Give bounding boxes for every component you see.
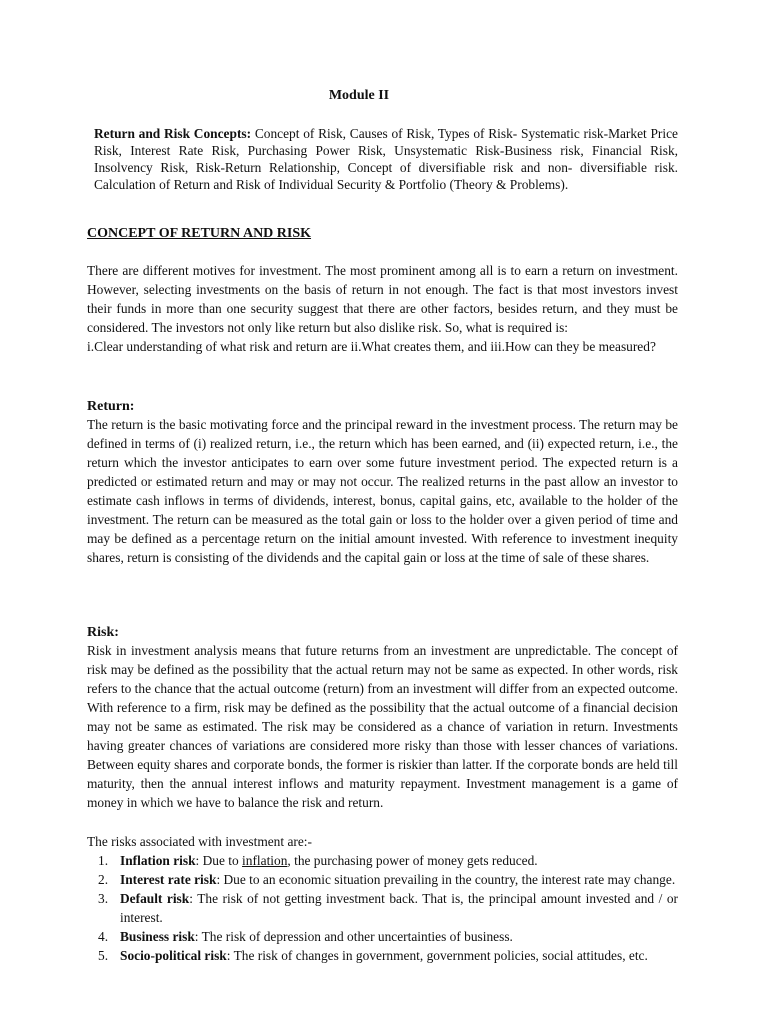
list-number: 3. xyxy=(98,891,109,906)
syllabus-paragraph xyxy=(94,125,678,193)
risk-desc: : The risk of changes in government, government policies, social attitudes, etc. xyxy=(226,948,648,963)
list-item xyxy=(98,927,678,946)
intro-questions: i.Clear understanding of what risk and return are ii.What creates them, and iii.How can they be measured? xyxy=(87,339,656,354)
risk-heading: Risk: xyxy=(87,625,119,640)
syllabus-text: Concept of Risk, Causes of Risk, Types of Risk- Systematic risk-Market Price Risk, Interest Rate Risk, Purchasing Power Risk, Unsystematic Risk-Business risk, Financial Risk, Insolvency Risk, Risk-Return Relationship, Concept of diversifiable risk and non- diversifiable risk. Calculation of Return and Risk of Individual Security & Portfolio (Theory & Problems). xyxy=(94,126,679,192)
risk-list-lead: The risks associated with investment are:- xyxy=(87,834,312,849)
list-number: 5. xyxy=(98,948,109,963)
risk-list xyxy=(98,851,678,965)
risk-paragraph: Risk in investment analysis means that future returns from an investment are unpredictable. The concept of risk may be defined as the possibility that the actual return may not be same as expected. In other words, risk refers to the chance that the actual outcome (return) from an investment will differ from an expected outcome. With reference to a firm, risk may be defined as the possibility that the actual outcome of a financial decision may not be same as estimated. The risk may be considered as a chance of variation in return. Investments having greater chances of variations are considered more risky than those with lesser chances of variations. Between equity shares and corporate bonds, the former is riskier than latter. If the corporate bonds are held till maturity, then the annual interest inflows and maturity repayment. Investment management is a game of money in which we have to balance the risk and return. xyxy=(87,643,678,810)
inflation-link[interactable]: inflation xyxy=(242,853,288,868)
risk-term: Default risk xyxy=(120,891,190,906)
list-number: 1. xyxy=(98,853,109,868)
risk-term: Socio-political risk xyxy=(120,948,227,963)
list-number: 2. xyxy=(98,872,109,887)
return-heading: Return: xyxy=(87,399,135,414)
list-item xyxy=(98,946,678,965)
risk-desc-rest: , the purchasing power of money gets reduced. xyxy=(287,853,538,868)
intro-section xyxy=(87,261,678,356)
risk-term: Interest rate risk xyxy=(120,872,217,887)
risk-term: Inflation risk xyxy=(120,853,196,868)
concept-heading: CONCEPT OF RETURN AND RISK xyxy=(87,226,312,241)
risk-desc: : Due to an economic situation prevailing in the country, the interest rate may change. xyxy=(216,872,676,887)
syllabus-label: Return and Risk Concepts: xyxy=(94,126,252,141)
list-item xyxy=(98,851,678,870)
return-paragraph: The return is the basic motivating force and the principal reward in the investment process. The return may be defined in terms of (i) realized return, i.e., the return which has been earned, and (ii) expected return, i.e., the return which the investor anticipates to earn over some future investment period. The expected return is a predicted or estimated return and may or may not occur. The realized returns in the past allow an investor to estimate cash inflows in terms of dividends, interest, bonus, capital gains, etc, available to the holder of the investment. The return can be measured as the total gain or loss to the holder over a given period of time and may be defined as a percentage return on the initial amount invested. With reference to investment inequity shares, return is consisting of the dividends and the capital gain or loss at the time of sale of these shares. xyxy=(87,417,678,565)
list-item xyxy=(98,870,678,889)
risk-term: Business risk xyxy=(120,929,195,944)
list-number: 4. xyxy=(98,929,109,944)
risk-desc: : Due to xyxy=(195,853,243,868)
risk-desc: : The risk of not getting investment back. That is, the principal amount invested and / or interest. xyxy=(120,891,678,925)
risk-desc: : The risk of depression and other uncertainties of business. xyxy=(194,929,513,944)
module-title: Module II xyxy=(328,88,390,103)
intro-paragraph: There are different motives for investment. The most prominent among all is to earn a return on investment. However, selecting investments on the basis of return in not enough. The fact is that most investors invest their funds in more than one security suggest that there are other factors, besides return, and they must be considered. The investors not only like return but also dislike risk. So, what is required is: xyxy=(87,263,678,335)
list-item xyxy=(98,889,678,927)
